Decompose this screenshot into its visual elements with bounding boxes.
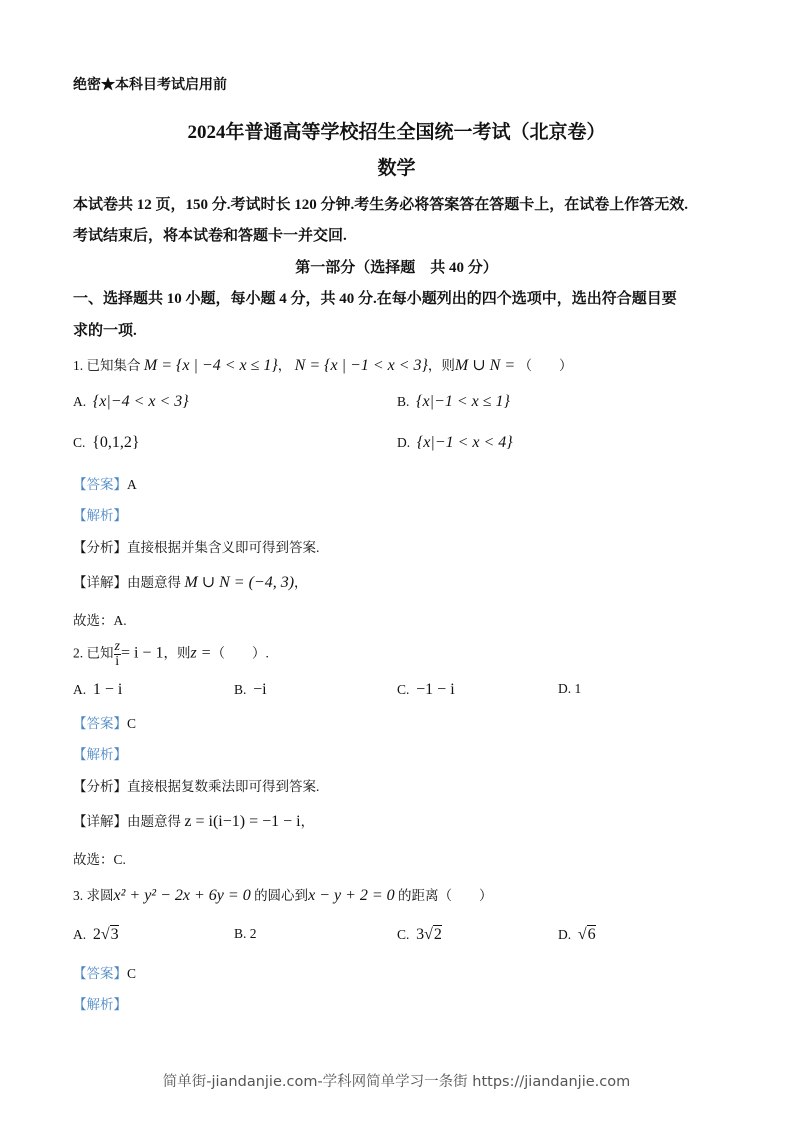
question-2-option-c bbox=[397, 681, 455, 699]
answer-value: C bbox=[127, 966, 137, 981]
circle-equation: x² + y² − 2x + 6y = 0 bbox=[113, 887, 251, 904]
stem-text: 的距离 bbox=[398, 888, 439, 903]
question-number: 1. bbox=[73, 358, 84, 373]
instructions-line-1: 本试卷共 12 页，150 分.考试时长 120 分钟.考生务必将答案答在答题卡上，在试卷上作答无效. bbox=[73, 197, 689, 213]
xiangjie-text: 由题意得 bbox=[127, 814, 181, 829]
question-2-analysis-label: 【解析】 bbox=[73, 747, 127, 762]
line-equation: x − y + 2 = 0 bbox=[308, 887, 395, 904]
stem-variable: z = bbox=[190, 644, 212, 662]
numerator: z bbox=[114, 639, 120, 654]
exam-title: 2024年普通高等学校招生全国统一考试（北京卷） bbox=[187, 122, 606, 143]
answer-blank: （ ） bbox=[438, 888, 493, 903]
option-label: B. bbox=[234, 926, 247, 941]
answer-value: C bbox=[127, 716, 137, 731]
option-value: {x|−4 < x < 3} bbox=[92, 393, 189, 410]
separator: ， bbox=[300, 814, 315, 829]
option-value: 1 bbox=[574, 681, 582, 696]
xiangjie-label: 【详解】 bbox=[73, 575, 127, 590]
union-expression: M ∪ N = bbox=[454, 357, 516, 374]
question-1-xiangjie bbox=[73, 571, 308, 592]
stem-text: 求圆 bbox=[86, 888, 114, 903]
sqrt-symbol: √ bbox=[424, 926, 433, 943]
option-label: B. bbox=[234, 682, 247, 697]
option-label: B. bbox=[397, 394, 410, 409]
sqrt-symbol: √ bbox=[577, 926, 587, 943]
fenxi-text: 直接根据并集含义即可得到答案. bbox=[127, 540, 320, 555]
answer-blank: （ ） bbox=[518, 358, 573, 373]
question-2-option-a bbox=[73, 681, 122, 699]
stem-text: 的圆心到 bbox=[254, 888, 309, 903]
option-radicand: 3 bbox=[110, 926, 119, 943]
secret-notice: 绝密★本科目考试启用前 bbox=[73, 78, 227, 93]
xiangjie-math: z = i(i−1) = −1 − i bbox=[184, 813, 301, 830]
question-2-conclusion: 故选：C. bbox=[73, 852, 126, 867]
answer-label: 【答案】 bbox=[73, 716, 127, 731]
sqrt-symbol: √ bbox=[100, 926, 110, 943]
question-1-option-a bbox=[73, 393, 189, 411]
question-1-option-c bbox=[73, 434, 140, 452]
question-1-option-b bbox=[397, 393, 510, 411]
part-heading: 第一部分（选择题 共 40 分） bbox=[295, 260, 498, 276]
option-value: {x|−1 < x < 4} bbox=[416, 434, 513, 451]
subject-title: 数学 bbox=[377, 158, 416, 179]
stem-text: ，则 bbox=[163, 645, 191, 661]
set-n-expression: N = {x | −1 < x < 3} bbox=[294, 357, 428, 374]
option-label: C. bbox=[397, 682, 410, 697]
option-label: D. bbox=[558, 927, 572, 942]
question-2-xiangjie bbox=[73, 810, 314, 831]
question-1-option-d bbox=[397, 434, 513, 452]
question-3-answer bbox=[73, 962, 136, 982]
answer-value: A bbox=[127, 477, 137, 492]
instructions-line-2: 考试结束后，将本试卷和答题卡一并交回. bbox=[73, 228, 347, 244]
option-value: 2 bbox=[249, 926, 257, 941]
question-number: 2. bbox=[73, 645, 84, 661]
fenxi-text: 直接根据复数乘法即可得到答案. bbox=[127, 779, 320, 794]
option-label: C. bbox=[73, 435, 86, 450]
answer-label: 【答案】 bbox=[73, 966, 127, 981]
option-value: 1 − i bbox=[92, 681, 123, 698]
set-m-expression: M = {x | −4 < x ≤ 1} bbox=[143, 357, 278, 374]
question-2-stem bbox=[73, 640, 269, 669]
option-value: −1 − i bbox=[416, 681, 455, 698]
question-3-option-b bbox=[234, 926, 257, 942]
question-number: 3. bbox=[73, 888, 84, 903]
stem-text: 已知集合 bbox=[86, 358, 141, 373]
option-label: C. bbox=[397, 927, 410, 942]
option-label: D. bbox=[397, 435, 411, 450]
stem-text: 已知 bbox=[86, 645, 114, 661]
option-radicand: 2 bbox=[433, 926, 442, 943]
question-1-stem bbox=[73, 354, 573, 375]
question-2-option-b bbox=[234, 681, 267, 699]
option-value: −i bbox=[253, 681, 267, 698]
answer-label: 【答案】 bbox=[73, 477, 127, 492]
separator: ， bbox=[277, 358, 292, 373]
question-3-option-d bbox=[558, 926, 596, 944]
question-1-answer bbox=[73, 473, 137, 493]
question-2-answer bbox=[73, 712, 136, 732]
option-label: A. bbox=[73, 927, 87, 942]
question-2-option-d bbox=[558, 681, 581, 697]
xiangjie-math: M ∪ N = (−4, 3) bbox=[184, 574, 295, 591]
stem-math: = i − 1 bbox=[120, 644, 164, 662]
section-description-line-2: 求的一项. bbox=[73, 323, 137, 339]
question-3-stem bbox=[73, 884, 493, 905]
option-coefficient: 2 bbox=[92, 926, 101, 943]
option-label: A. bbox=[73, 682, 87, 697]
question-1-conclusion: 故选：A. bbox=[73, 613, 127, 628]
answer-blank: （ ）. bbox=[211, 645, 269, 661]
fraction-z-over-i bbox=[114, 640, 121, 669]
fenxi-label: 【分析】 bbox=[73, 779, 127, 794]
xiangjie-label: 【详解】 bbox=[73, 814, 127, 829]
question-3-option-a bbox=[73, 926, 119, 944]
denominator: i bbox=[115, 654, 120, 669]
xiangjie-text: 由题意得 bbox=[127, 575, 181, 590]
option-value: {0,1,2} bbox=[92, 434, 140, 451]
question-3-option-c bbox=[397, 926, 442, 944]
option-label: D. bbox=[558, 681, 572, 696]
option-label: A. bbox=[73, 394, 87, 409]
stem-text: ，则 bbox=[427, 358, 455, 373]
section-description-line-1: 一、选择题共 10 小题，每小题 4 分，共 40 分.在每小题列出的四个选项中，选出符合题目要 bbox=[73, 291, 677, 307]
question-1-fenxi bbox=[73, 536, 319, 556]
option-value: {x|−1 < x ≤ 1} bbox=[416, 393, 510, 410]
option-coefficient: 3 bbox=[416, 926, 425, 943]
question-1-analysis-label: 【解析】 bbox=[73, 508, 127, 523]
question-3-analysis-label: 【解析】 bbox=[73, 997, 127, 1012]
question-2-fenxi bbox=[73, 775, 319, 795]
option-radicand: 6 bbox=[587, 926, 596, 943]
fenxi-label: 【分析】 bbox=[73, 540, 127, 555]
separator: ， bbox=[294, 575, 308, 590]
footer-watermark: 简单街-jiandanjie.com-学科网简单学习一条街 https://jiandanjie.com bbox=[162, 1074, 631, 1090]
